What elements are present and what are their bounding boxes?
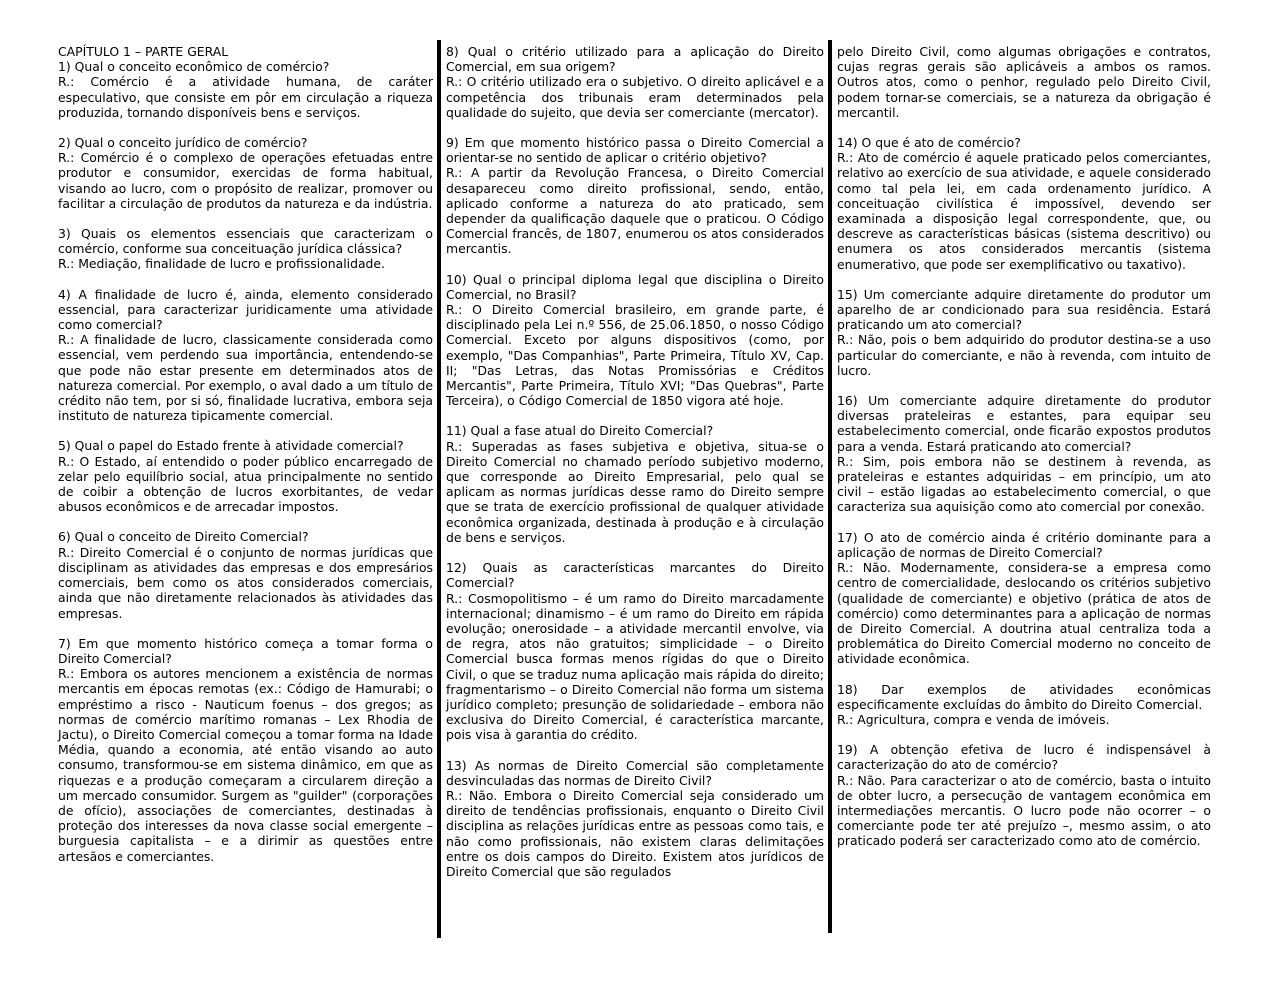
text-column-2 [441,40,828,940]
text-column-1 [50,40,437,940]
answer: R.: O critério utilizado era o subjetivo. O direito aplicável e a competência dos tribunais eram determinados pela qualidade do sujeito, que devia ser comerciante (mercator). [446,74,824,120]
qa-item [58,287,433,424]
question: 3) Quais os elementos essenciais que caracterizam o comércio, conforme sua conceituação jurídica clássica? [58,226,433,257]
answer: R.: Superadas as fases subjetiva e objetiva, situa-se o Direito Comercial no chamado período subjetivo moderno, que corresponde ao Direito Empresarial, pelo qual se aplicam as normas jurídicas desse ramo do Direito sempre que se trata de exercício profissional de qualquer atividade econômica organizada, destinada à produção e à circulação de bens e serviços. [446,438,824,545]
answer: R.: Comércio é a atividade humana, de caráter especulativo, que consiste em pôr em circulação a riqueza produzida, tornando disponíveis bens e serviços. [58,74,433,120]
qa-item [58,59,433,120]
answer: R.: Não. Para caracterizar o ato de comércio, basta o intuito de obter lucro, a persecução de vantagem econômica em intermediações mercantis. O lucro pode não ocorrer – o comerciante pode ter até prejuízo –, mesmo assim, o ato praticado poderá ser caracterizado como ato de comércio. [837,772,1211,849]
qa-item [58,636,433,864]
qa-item [446,44,824,120]
answer: R.: A partir da Revolução Francesa, o Direito Comercial desapareceu como direito profissional, sendo, então, aplicado conforme a natureza do ato praticado, sem depender da qualificação daquele que o praticou. O Código Comercial francês, de 1807, enumerou os atos considerados mercantis. [446,165,824,257]
question: 12) Quais as características marcantes do Direito Comercial? [446,560,824,591]
qa-item [58,135,433,211]
qa-item [837,682,1211,728]
answer: R.: Sim, pois embora não se destinem à revenda, as prateleiras e estantes adquiridas – em princípio, um ato civil – estão ligadas ao estabelecimento comercial, o que caracteriza sua aquisição como ato comercial por conexão. [837,453,1211,515]
answer: R.: Embora os autores mencionem a existência de normas mercantis em épocas remotas (ex.: Código de Hamurabi; o empréstimo a risco - Nauticum foenus – dos gregos; as normas de comércio marítimo romanas – Lex Rhodia de Jactu), o Direito Comercial começou a tomar forma na Idade Média, quando a economia, até então visando ao auto consumo, transformou-se em sistema dinâmico, em que as riquezas e a produção começaram a circularem direção a um mercado consumidor. Surgem as "guilder" (corporações de ofício), associações de comerciantes, destinadas à proteção dos interesses da nova classe social emergente – burguesia capitalista – e a dirimir as questões entre artesãos e comerciantes. [58,666,433,864]
question: 17) O ato de comércio ainda é critério dominante para a aplicação de normas de Direito Comercial? [837,529,1211,560]
qa-item [837,530,1211,667]
qa-item [446,560,824,742]
answer: R.: Comércio é o complexo de operações efetuadas entre produtor e consumidor, exercidas de forma habitual, visando ao lucro, com o propósito de realizar, promover ou facilitar a circulação de produtos da natureza e da indústria. [58,150,433,211]
question: 8) Qual o critério utilizado para a aplicação do Direito Comercial, em sua origem? [446,44,824,75]
question: 14) O que é ato de comércio? [837,135,1021,151]
qa-item [837,135,1211,272]
question: 19) A obtenção efetiva de lucro é indispensável à caracterização do ato de comércio? [837,742,1211,773]
answer: R.: Direito Comercial é o conjunto de normas jurídicas que disciplinam as atividades das empresas e dos empresários comerciais, bem como os atos considerados comerciais, ainda que não diretamente relacionados às atividades das empresas. [58,544,433,621]
answer: R.: Não. Embora o Direito Comercial seja considerado um direito de tendências profissionais, enquanto o Direito Civil disciplina as relações jurídicas entre as pessoas como tais, e não como profissionais, não existem claras delimitações entre os dois campos do Direito. Existem atos jurídicos de Direito Comercial que são regulados [446,787,824,879]
answer: R.: Agricultura, compra e venda de imóveis. [837,711,1110,727]
document-page [50,40,1230,940]
question: 7) Em que momento histórico começa a tomar forma o Direito Comercial? [58,635,433,666]
question: 10) Qual o principal diploma legal que disciplina o Direito Comercial, no Brasil? [446,271,824,302]
answer: R.: O Direito Comercial brasileiro, em grande parte, é disciplinado pela Lei n.º 556, de 25.06.1850, o nosso Código Comercial. Exceto por alguns dispositivos (como, por exemplo, "Das Companhias", Parte Primeira, Título XV, Cap. II; "Das Letras, das Notas Promissórias e Créditos Mercantis", Parte Primeira, Título XVI; "Das Quebras", Parte Terceira), o Código Comercial de 1850 vigora até hoje. [446,302,824,409]
answer: R.: Mediação, finalidade de lucro e profissionalidade. [58,256,385,272]
question: 1) Qual o conceito econômico de comércio? [58,59,330,75]
answer: R.: O Estado, aí entendido o poder público encarregado de zelar pelo equilíbrio social, atua principalmente no sentido de coibir a obtenção de lucros exorbitantes, de vedar abusos econômicos e de arrecadar impostos. [58,453,433,515]
question: 13) As normas de Direito Comercial são completamente desvinculadas das normas de Direito Civil? [446,757,824,788]
text-column-3 [832,40,1219,940]
qa-item [58,529,433,620]
question: 16) Um comerciante adquire diretamente do produtor diversas prateleiras e estantes, para equipar seu estabelecimento comercial, onde ficarão expostos produtos para a venda. Estará praticando ato comercial? [837,393,1211,454]
question: 9) Em que momento histórico passa o Direito Comercial a orientar-se no sentido de aplicar o critério objetivo? [446,135,824,166]
question: 18) Dar exemplos de atividades econômicas especificamente excluídas do âmbito do Direito Comercial. [837,681,1211,712]
question: 6) Qual o conceito de Direito Comercial? [58,529,309,545]
question: 15) Um comerciante adquire diretamente do produtor um aparelho de ar condicionado para sua residência. Estará praticando um ato comercial? [837,286,1211,333]
question: 11) Qual a fase atual do Direito Comercial? [446,423,714,439]
answer-continuation: pelo Direito Civil, como algumas obrigações e contratos, cujas regras gerais são aplicáveis a ambos os ramos. Outros atos, como o penhor, regulado pelo Direito Civil, podem tornar-se comerciais, se a natureza da obrigação é mercantil. [837,44,1211,120]
qa-item [446,423,824,545]
question: 2) Qual o conceito jurídico de comércio? [58,135,308,151]
question: 5) Qual o papel do Estado frente à atividade comercial? [58,438,404,454]
question: 4) A finalidade de lucro é, ainda, elemento considerado essencial, para caracterizar juridicamente uma atividade como comercial? [58,286,433,333]
qa-item [446,135,824,257]
qa-item [837,287,1211,378]
qa-item [837,742,1211,848]
qa-item [446,758,824,880]
answer: R.: Ato de comércio é aquele praticado pelos comerciantes, relativo ao exercício de sua atividade, e aquele considerado como tal pela lei, em cada ordenamento jurídico. A conceituação civilística é impossível, devendo ser examinada a disposição legal correspondente, que, ou descreve as características básicas (sistema descritivo) ou enumera os atos considerados mercantis (sistema enumerativo, que pode ser exemplificativo ou taxativo). [837,150,1211,272]
qa-item [837,44,1211,120]
qa-item [837,393,1211,515]
qa-item [58,226,433,272]
qa-item [58,438,433,514]
qa-item [446,272,824,409]
answer: R.: A finalidade de lucro, classicamente considerada como essencial, vem perdendo sua importância, entendendo-se que pode não estar presente em determinados atos de natureza comercial. Por exemplo, o aval dado a um título de crédito não tem, por si só, finalidade lucrativa, embora seja instituto de natureza tipicamente comercial. [58,332,433,424]
chapter-title: CAPÍTULO 1 – PARTE GERAL [58,44,229,59]
answer: R.: Não, pois o bem adquirido do produtor destina-se a uso particular do comerciante, e não à revenda, com intuito de lucro. [837,332,1211,378]
answer: R.: Não. Modernamente, considera-se a empresa como centro de comercialidade, deslocando os critérios subjetivo (qualidade de comerciante) e objetivo (prática de atos de comércio) como determinantes para a aplicação de normas de Direito Comercial. A doutrina atual centraliza toda a problemática do Direito Comercial moderno no conceito de atividade econômica. [837,560,1211,667]
answer: R.: Cosmopolitismo – é um ramo do Direito marcadamente internacional; dinamismo – é um ramo do Direito em rápida evolução; onerosidade – a atividade mercantil envolve, via de regra, atos não gratuitos; simplicidade – o Direito Comercial busca formas menos rígidas do que o Direito Civil, o que se traduz numa aplicação mais rápida do direito; fragmentarismo – o Direito Comercial não forma um sistema jurídico completo; presunção de solidariedade – embora não exclusiva do Direito Comercial, é característica marcante, pois visa à garantia do crédito. [446,590,824,743]
